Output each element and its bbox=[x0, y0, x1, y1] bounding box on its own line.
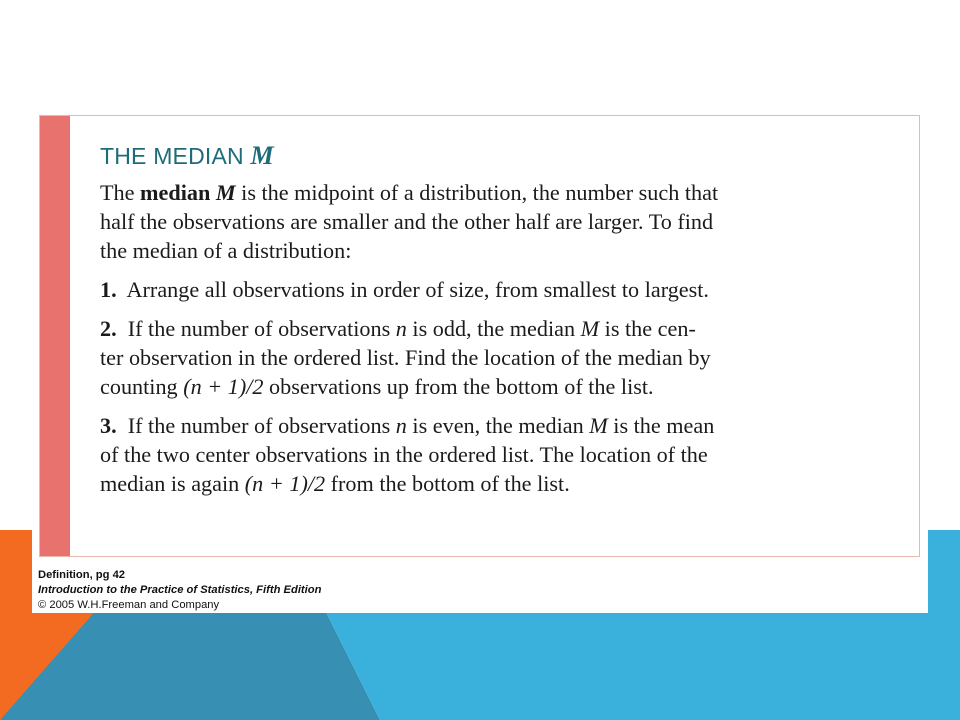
step-number: 2. bbox=[100, 316, 117, 341]
intro-line-1: The median M is the midpoint of a distribution, the number such that bbox=[100, 180, 719, 205]
definition-content bbox=[100, 136, 900, 508]
step-number: 3. bbox=[100, 413, 117, 438]
definition-box bbox=[39, 115, 920, 557]
step-2: 2. If the number of observations n is odd, the median M is the cen- ter observation in the ordered list. Find the location of the median by counting (n + 1)/2 observations up from the bottom of the list. bbox=[100, 316, 711, 399]
step-1: 1. Arrange all observations in order of size, from smallest to largest. bbox=[100, 277, 709, 302]
caption-line-1: Definition, pg 42 bbox=[38, 569, 126, 581]
intro-line-3: the median of a distribution: bbox=[100, 238, 352, 263]
intro-line-2: half the observations are smaller and the other half are larger. To find bbox=[100, 209, 714, 234]
formula: (n + 1)/2 bbox=[183, 374, 264, 399]
step-number: 1. bbox=[100, 277, 117, 302]
definition-card bbox=[32, 110, 928, 613]
source-caption bbox=[38, 568, 321, 613]
step-3: 3. If the number of observations n is even, the median M is the mean of the two center observations in the ordered list. The location of the median is again (n + 1)/2 from the bottom of the list. bbox=[100, 413, 715, 496]
formula: (n + 1)/2 bbox=[244, 471, 326, 496]
caption-line-2: Introduction to the Practice of Statistics, Fifth Edition bbox=[38, 584, 322, 596]
caption-line-3: © 2005 W.H.Freeman and Company bbox=[38, 599, 220, 611]
median-symbol: M bbox=[215, 180, 236, 205]
accent-bar bbox=[40, 116, 70, 556]
intro-paragraph bbox=[100, 178, 900, 265]
definition-title: THE MEDIAN M bbox=[100, 141, 274, 170]
title-symbol: M bbox=[250, 141, 274, 170]
median-term: median bbox=[140, 180, 211, 205]
